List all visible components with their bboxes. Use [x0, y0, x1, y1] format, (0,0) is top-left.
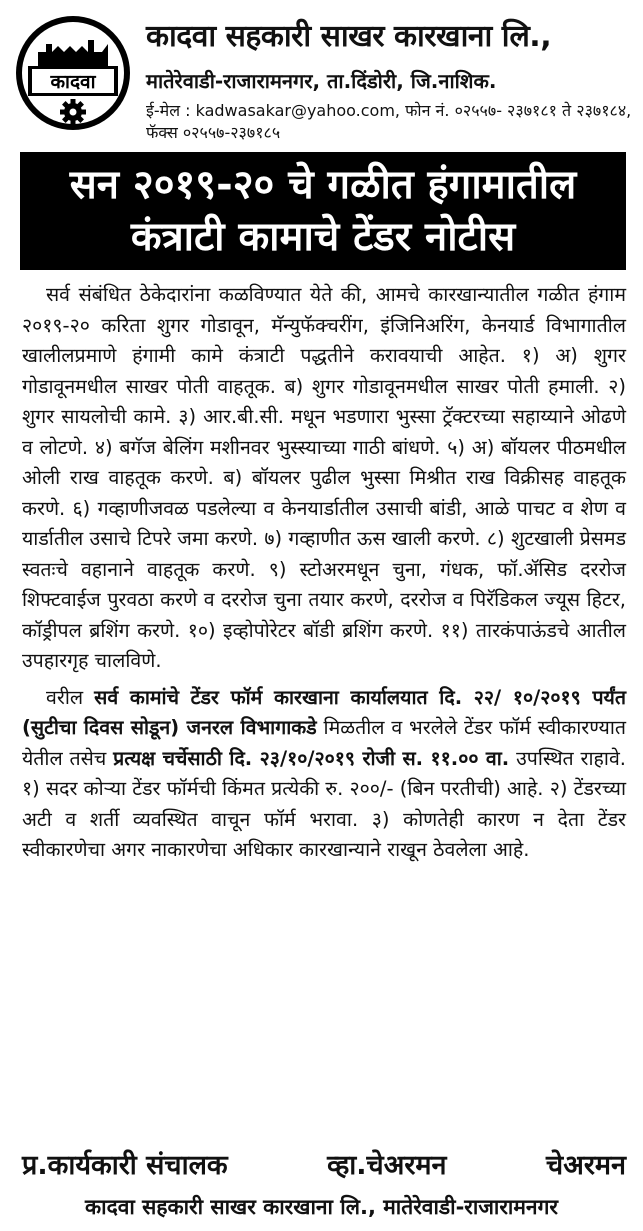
- notice-title-line-1: सन २०१९-२० चे गळीत हंगामातील: [69, 162, 577, 208]
- para2-text-e: उपस्थित राहावे. १) सदर कोऱ्या टेंडर फॉर्मची किंमत प्रत्येकी रु. २००/- (बिन परतीची) आहे. २) टेंडरच्या अटी व शर्ती व्यवस्थित वाचून फॉर्म भरावा. ३) कोणतेही कारण न देता टेंडर स्वीकारणेचा अगर नाकारणेचा अधिकार कारखान्याने राखून ठेवलेला आहे.: [22, 746, 627, 861]
- signature-executive-director: प्र.कार्यकारी संचालक: [22, 1150, 228, 1181]
- notice-title-line-2: कंत्राटी कामाचे टेंडर नोटीस: [130, 214, 516, 260]
- organization-contact: ई-मेल : kadwasakar@yahoo.com, फोन नं. ०२५५७- २३७१८१ ते २३७१८४, फॅक्स ०२५५७-२३७१८५: [146, 101, 632, 142]
- para2-bold-tender-date: सर्व कामांचे टेंडर फॉर्म कारखाना कार्यालयात दि. २२/ १०/२०१९ पर्यंत (सुटीचा दिवस सोडून) जनरल विभागाकडे: [22, 685, 626, 739]
- notice-header: [0, 0, 643, 152]
- notice-title-banner: [20, 152, 626, 270]
- notice-body: [22, 280, 626, 866]
- para2-text-c: मिळतील व भरलेले टेंडर फॉर्म स्वीकारण्यात येतील तसेच: [22, 716, 626, 770]
- footer-organization: कादवा सहकारी साखर कारखाना लि., मातेरेवाडी-राजारामनगर: [85, 1195, 558, 1219]
- signature-chairman: चेअरमन: [546, 1150, 626, 1181]
- para2-text-a: वरील: [46, 685, 95, 709]
- signature-vice-chairman: व्हा.चेअरमन: [327, 1150, 447, 1181]
- organization-name: कादवा सहकारी साखर कारखाना लि.,: [146, 19, 552, 54]
- notice-paragraph-2: [22, 683, 626, 866]
- gear-building-logo-icon: [14, 14, 132, 132]
- organization-address: मातेरेवाडी-राजारामनगर, ता.दिंडोरी, जि.नाशिक.: [146, 69, 497, 93]
- signature-row: [22, 1148, 626, 1184]
- logo-text: कादवा: [50, 71, 96, 93]
- para2-bold-meeting-date: प्रत्यक्ष चर्चेसाठी दि. २३/१०/२०१९ रोजी स. ११.०० वा.: [113, 746, 510, 770]
- notice-paragraph-1: सर्व संबंधित ठेकेदारांना कळविण्यात येते की, आमचे कारखान्यातील गळीत हंगाम २०१९-२० करिता शुगर गोडावून, मॅन्युफॅक्चरींग, इंजिनिअरिंग, केनयार्ड विभागातील खालीलप्रमाणे हंगामी कामे कंत्राटी पद्धतीने करावयाची आहेत. १) अ) शुगर गोडावूनमधील साखर पोती वाहतूक. ब) शुगर गोडावूनमधील साखर पोती हमाली. २) शुगर सायलोची कामे. ३) आर.बी.सी. मधून भडणारा भुस्सा ट्रॅक्टरच्या सहाय्याने ओढणे व लोटणे. ४) बगॅज बेलिंग मशीनवर भुस्स्याच्या गाठी बांधणे. ५) अ) बॉयलर पीठमधील ओली राख वाहतूक करणे. ब) बॉयलर पुढील भुस्सा मिश्रीत राख विक्रीसह वाहतूक करणे. ६) गव्हाणीजवळ पडलेल्या व केनयार्डातील उसाची बांडी, आळे पाचट व शेण व यार्डातील उसाचे टिपरे जमा करणे. ७) गव्हाणीत ऊस खाली करणे. ८) शुटखाली प्रेसमड स्वतःचे वहानाने वाहतूक करणे. ९) स्टोअरमधून चुना, गंधक, फॉ.ॲसिड दररोज शिफ्टवाईज पुरवठा करणे व दररोज चुना तयार करणे, दररोज व पिरॅडिकल ज्यूस हिटर, कॉड्रीपल ब्रशिंग करणे. १०) इव्होपोरेटर बॉडी ब्रशिंग करणे. ११) तारकंपाऊंडचे आतील उपहारगृह चालविणे.: [22, 283, 626, 672]
